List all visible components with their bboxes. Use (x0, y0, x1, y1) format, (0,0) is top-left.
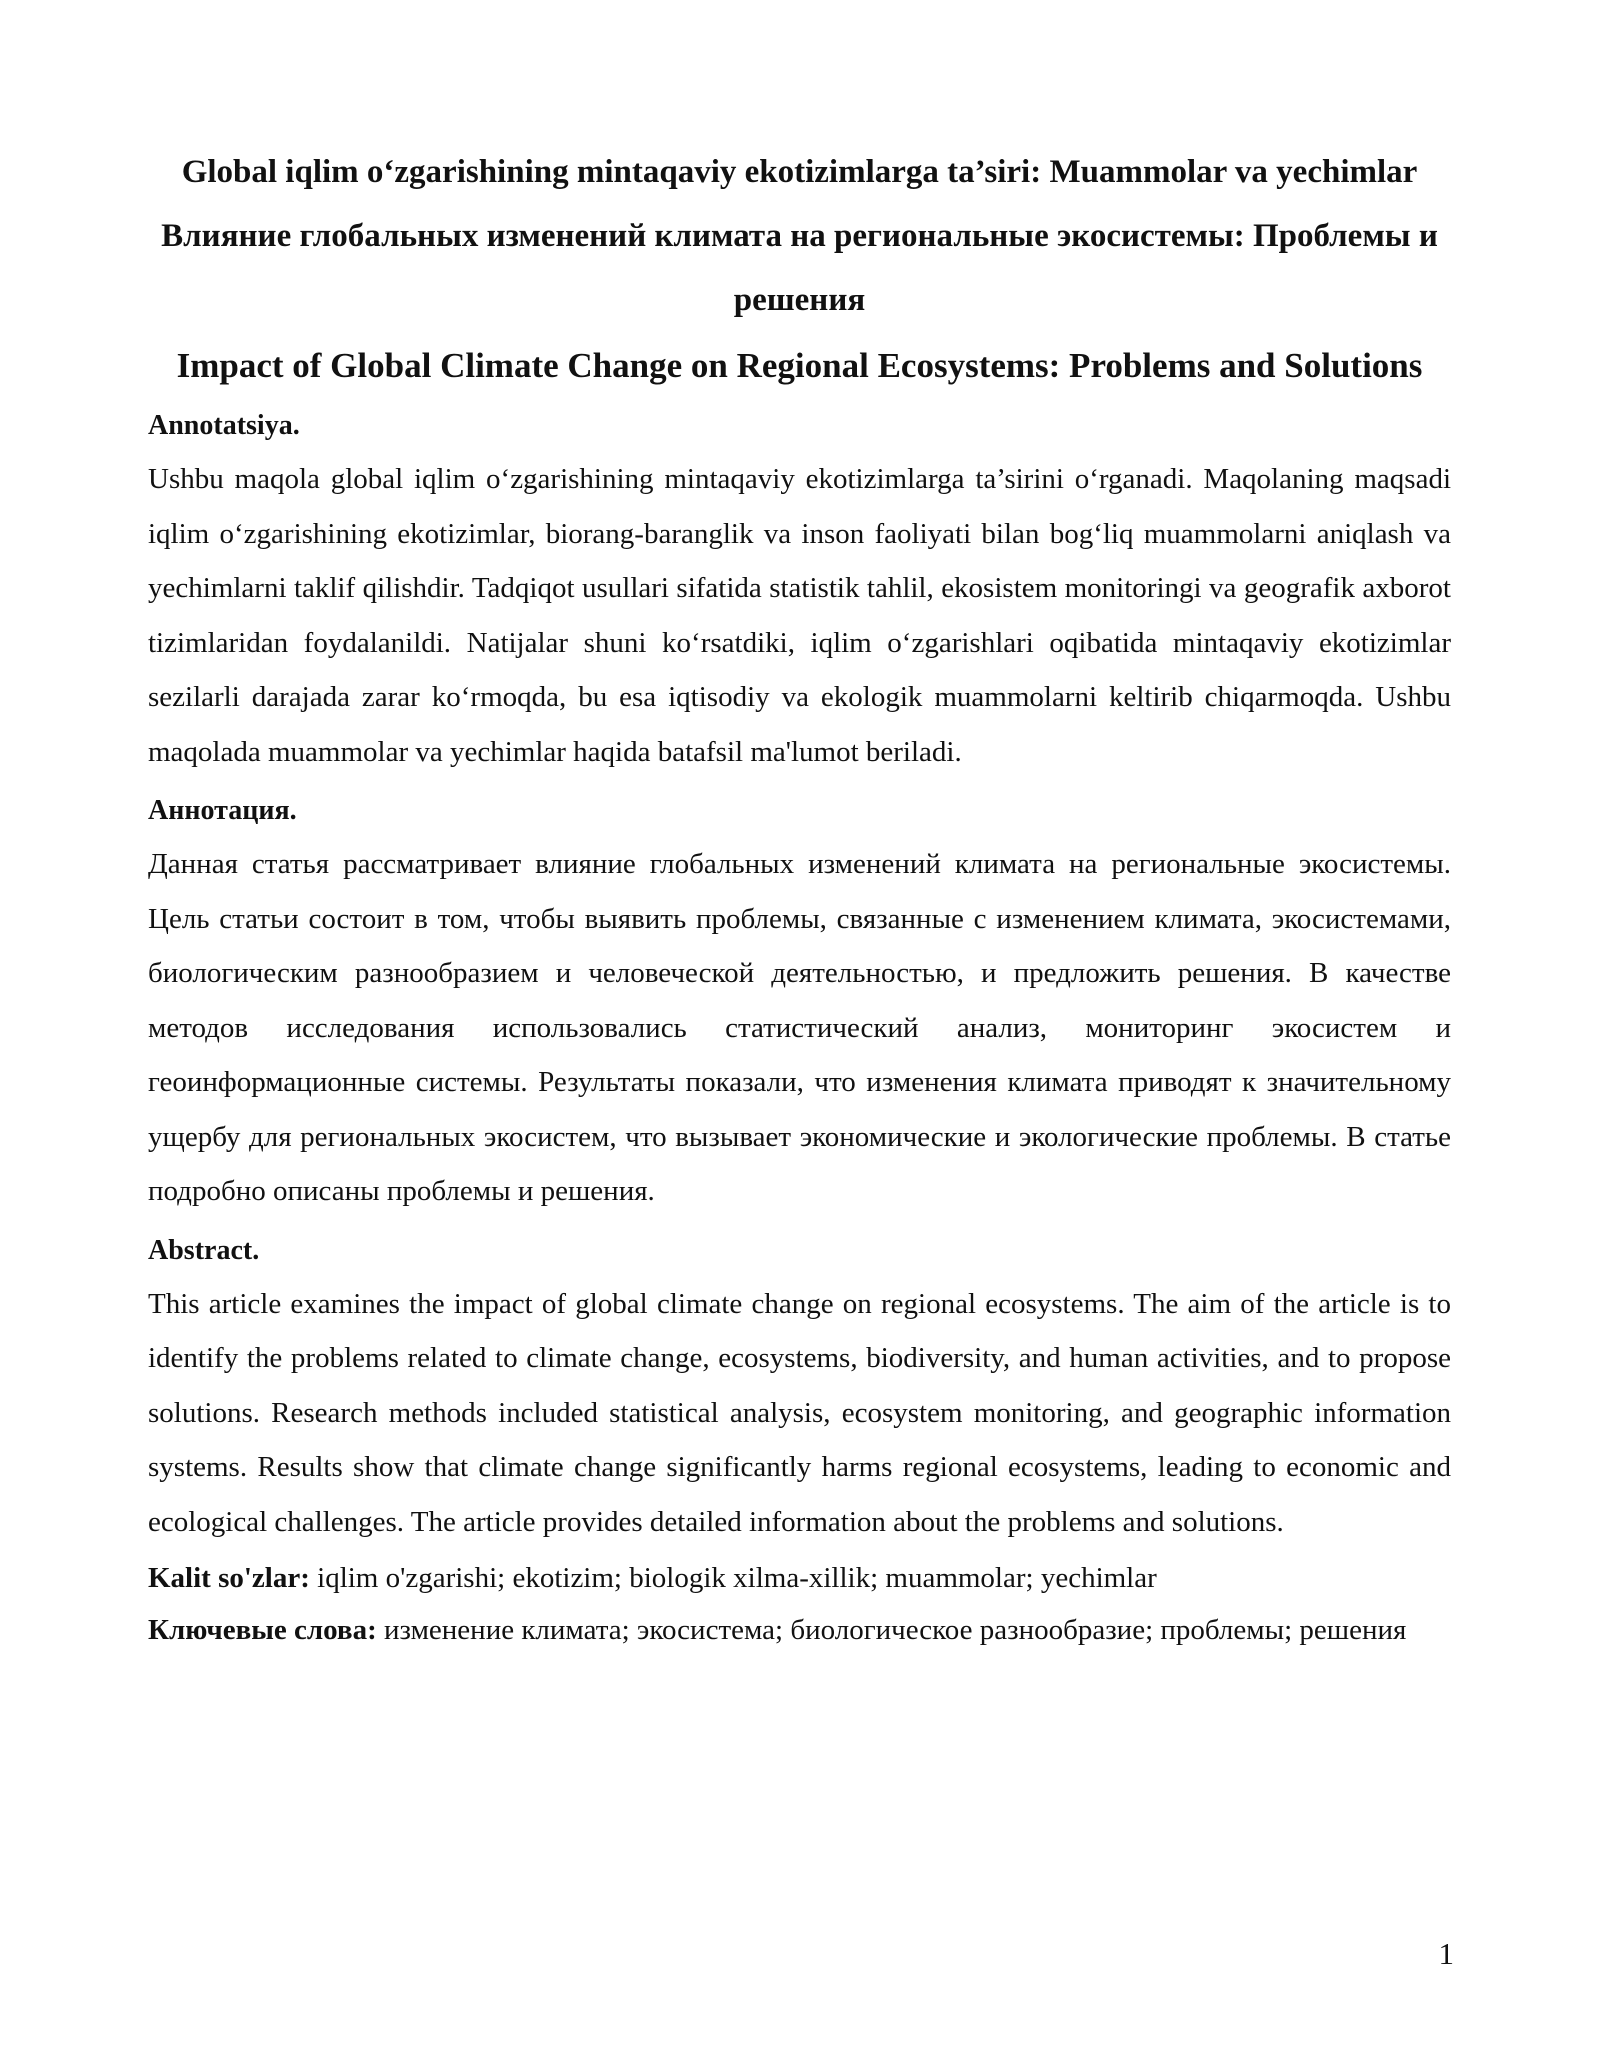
keywords-uzbek-text: iqlim o'zgarishi; ekotizim; biologik xilma-xillik; muammolar; yechimlar (309, 1562, 1157, 1594)
title-russian: Влияние глобальных изменений климата на региональные экосистемы: Проблемы и решения (161, 218, 1438, 318)
keywords-russian-text: изменение климата; экосистема; биологическое разнообразие; проблемы; решения (376, 1614, 1407, 1646)
abstract-russian (148, 791, 1451, 1219)
abstract-uzbek (148, 406, 1451, 779)
page-number: 1 (1438, 1936, 1454, 1971)
abstract-english-text: This article examines the impact of global climate change on regional ecosystems. The aim of the article is to identify the problems related to climate change, ecosystems, biodiversity, and human activities, and to propose solutions. Research methods included statistical analysis, ecosystem monitoring, and geographic information systems. Results show that climate change significantly harms regional ecosystems, leading to economic and ecological challenges. The article provides detailed information about the problems and solutions. (148, 1287, 1451, 1538)
keywords-russian-label: Ключевые слова: (148, 1614, 377, 1646)
keywords-uzbek (148, 1555, 1451, 1601)
keywords-uzbek-label: Kalit so'zlar: (148, 1562, 310, 1594)
abstract-english (148, 1231, 1451, 1550)
abstract-russian-heading: Аннотация. (148, 795, 297, 826)
abstract-russian-text: Данная статья рассматривает влияние глобальных изменений климата на региональные экосистемы. Цель статьи состоит в том, чтобы выявить проблемы, связанные с изменением климата, экосистемами, биологическим разнообразием и человеческой деятельностью, и предложить решения. В качестве методов исследования использовались статистический анализ, мониторинг экосистем и геоинформационные системы. Результаты показали, что изменения климата приводят к значительному ущербу для региональных экосистем, что вызывает экономические и экологические проблемы. В статье подробно описаны проблемы и решения. (148, 848, 1451, 1207)
abstract-uzbek-heading: Annotatsiya. (148, 410, 300, 441)
title-english: Impact of Global Climate Change on Regional Ecosystems: Problems and Solutions (176, 346, 1423, 385)
title-uzbek: Global iqlim o‘zgarishining mintaqaviy ekotizimlarga ta’siri: Muammolar va yechimlar (181, 154, 1418, 190)
abstract-english-heading: Abstract. (148, 1234, 260, 1266)
document-page (148, 140, 1451, 1653)
keywords-russian (148, 1607, 1451, 1653)
abstract-uzbek-text: Ushbu maqola global iqlim o‘zgarishining mintaqaviy ekotizimlarga ta’sirini o‘rganadi. Maqolaning maqsadi iqlim o‘zgarishining ekotizimlar, biorang-baranglik va inson faoliyati bilan bog‘liq muammolarni aniqlash va yechimlarni taklif qilishdir. Tadqiqot usullari sifatida statistik tahlil, ekosistem monitoringi va geografik axborot tizimlaridan foydalanildi. Natijalar shuni ko‘rsatdiki, iqlim o‘zgarishlari oqibatida mintaqaviy ekotizimlar sezilarli darajada zarar ko‘rmoqda, bu esa iqtisodiy va ekologik muammolarni keltirib chiqarmoqda. Ushbu maqolada muammolar va yechimlar haqida batafsil ma'lumot beriladi. (148, 463, 1451, 768)
